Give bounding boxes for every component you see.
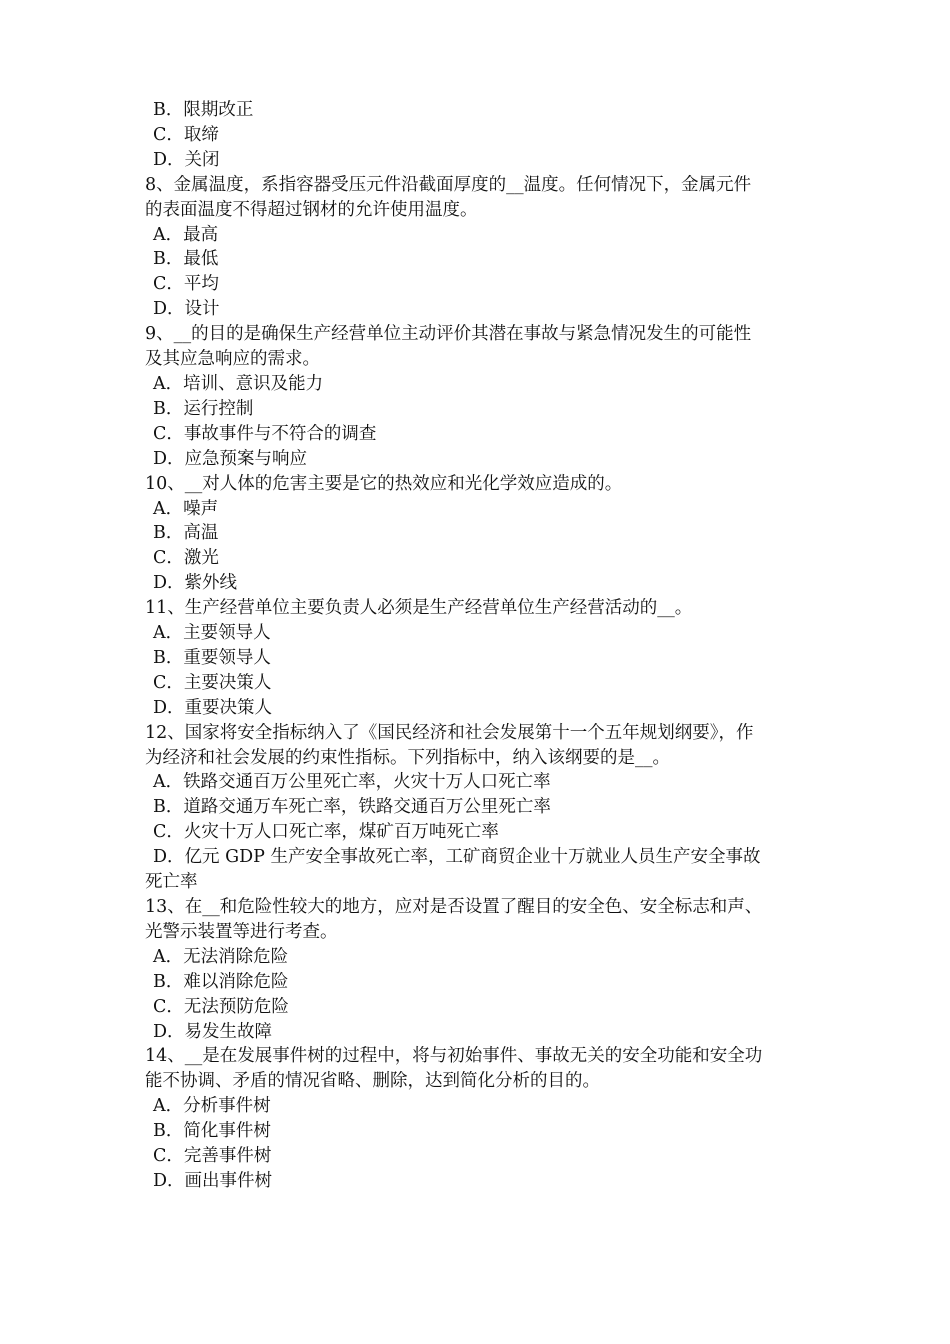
question-text-line: 10、__对人体的危害主要是它的热效应和光化学效应造成的。 [145, 473, 623, 494]
option-c: C．无法预防危险 [153, 996, 289, 1017]
question-text-line: 12、国家将安全指标纳入了《国民经济和社会发展第十一个五年规划纲要》，作 [145, 722, 754, 743]
option-c: C．事故事件与不符合的调查 [153, 423, 377, 444]
option-d-continuation: 死亡率 [145, 872, 198, 893]
option-c: C．平均 [153, 274, 219, 295]
option-b: B．简化事件树 [153, 1121, 271, 1142]
question-text-line: 14、__是在发展事件树的过程中，将与初始事件、事故无关的安全功能和安全功 [145, 1046, 763, 1067]
option-a: A．主要领导人 [153, 623, 271, 644]
question-text-line: 为经济和社会发展的约束性指标。下列指标中，纳入该纲要的是__。 [145, 747, 670, 768]
option-a: A．噪声 [153, 498, 219, 519]
option-a: A．最高 [153, 224, 219, 245]
option-d: D．亿元 GDP 生产安全事故死亡率，工矿商贸企业十万就业人员生产安全事故 [153, 847, 761, 868]
option-d: D．重要决策人 [153, 697, 273, 718]
option-b: B．运行控制 [153, 398, 254, 419]
prev-question-options [145, 98, 810, 173]
question-10 [145, 472, 810, 597]
option-a: A．无法消除危险 [153, 946, 289, 967]
option-b: B．最低 [153, 249, 219, 270]
question-text-line: 11、生产经营单位主要负责人必须是生产经营单位生产经营活动的__。 [145, 598, 693, 619]
option-d: D．紫外线 [153, 573, 238, 594]
option-c: C．主要决策人 [153, 672, 272, 693]
option-b: B．重要领导人 [153, 647, 271, 668]
option-a: A．培训、意识及能力 [153, 373, 324, 394]
option-b: B．限期改正 [153, 100, 254, 120]
option-c: C．激光 [153, 548, 219, 569]
option-d: D．画出事件树 [153, 1170, 273, 1191]
option-c: C．完善事件树 [153, 1146, 272, 1167]
question-14 [145, 1044, 810, 1193]
question-11 [145, 596, 810, 721]
document-page [145, 98, 810, 1194]
question-13 [145, 895, 810, 1044]
option-c: C．取缔 [153, 124, 219, 145]
question-12 [145, 721, 810, 895]
option-d: D．关闭 [153, 149, 220, 170]
option-a: A．分析事件树 [153, 1096, 271, 1117]
option-d: D．易发生故障 [153, 1021, 273, 1042]
question-text-line: 9、__的目的是确保生产经营单位主动评价其潜在事故与紧急情况发生的可能性 [145, 324, 752, 345]
option-b: B．高温 [153, 523, 219, 544]
question-text-line: 13、在__和危险性较大的地方，应对是否设置了醒目的安全色、安全标志和声、 [145, 897, 763, 917]
option-a: A．铁路交通百万公里死亡率，火灾十万人口死亡率 [153, 772, 551, 793]
question-8 [145, 173, 810, 322]
option-d: D．应急预案与响应 [153, 448, 308, 469]
question-text-line: 的表面温度不得超过钢材的允许使用温度。 [145, 199, 478, 220]
option-b: B．道路交通万车死亡率，铁路交通百万公里死亡率 [153, 797, 551, 818]
option-c: C．火灾十万人口死亡率，煤矿百万吨死亡率 [153, 822, 499, 843]
option-d: D．设计 [153, 299, 220, 320]
question-9 [145, 322, 810, 471]
question-text-line: 及其应急响应的需求。 [145, 349, 320, 370]
question-text-line: 能不协调、矛盾的情况省略、删除，达到简化分析的目的。 [145, 1071, 600, 1092]
question-text-line: 光警示装置等进行考查。 [145, 921, 338, 942]
option-b: B．难以消除危险 [153, 971, 289, 992]
question-text-line: 8、金属温度，系指容器受压元件沿截面厚度的__温度。任何情况下，金属元件 [145, 174, 752, 195]
